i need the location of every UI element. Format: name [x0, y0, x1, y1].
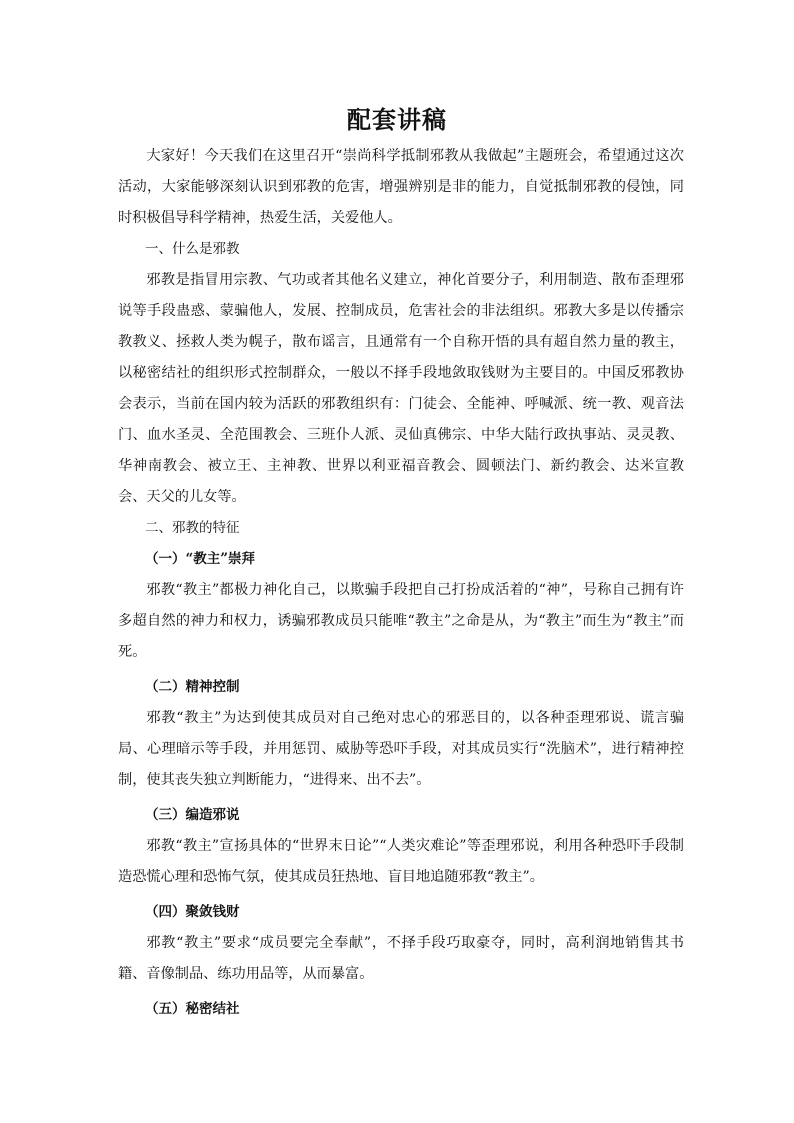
page-title: 配套讲稿 — [347, 105, 447, 134]
subsection-paragraph-1: 邪教“教主”都极力神化自己，以欺骗手段把自己打扮成活着的“神”，号称自己拥有许多超自然的神力和权力，诱骗邪教成员只能唯“教主”之命是从，为“教主”而生为“教主”而死。 — [118, 582, 684, 660]
subsection-heading-4: （四）聚敛钱财 — [145, 904, 240, 920]
definition-paragraph: 邪教是指冒用宗教、气功或者其他名义建立，神化首要分子，利用制造、散布歪理邪说等手段蛊惑、蒙骗他人，发展、控制成员，危害社会的非法组织。邪教大多是以传播宗教教义、拯救人类为幌子，散布谣言，且通常有一个自称开悟的具有超自然力量的教主，以秘密结社的组织形式控制群众，一般以不择手段地敛取钱财为主要目的。中国反邪教协会表示，当前在国内较为活跃的邪教组织有：门徒会、全能神、呼喊派、统一教、观音法门、血水圣灵、全范围教会、三班仆人派、灵仙真佛宗、中华大陆行政执事站、灵灵教、华神南教会、被立王、主神教、世界以利亚福音教会、圆顿法门、新约教会、达米宣教会、天父的儿女等。 — [118, 272, 684, 505]
section-heading-1: 一、什么是邪教 — [145, 241, 240, 257]
subsection-paragraph-3: 邪教“教主”宣扬具体的“世界末日论”“人类灾难论”等歪理邪说，利用各种恐吓手段制造恐慌心理和恐怖气氛，使其成员狂热地、盲目地追随邪教“教主”。 — [118, 838, 684, 885]
document-body — [118, 141, 684, 1025]
subsection-heading-3: （三）编造邪说 — [145, 807, 240, 823]
subsection-heading-5: （五）秘密结社 — [145, 1001, 240, 1017]
subsection-heading-2: （二）精神控制 — [145, 679, 240, 695]
subsection-heading-1: （一）“教主”崇拜 — [145, 551, 256, 567]
intro-paragraph: 大家好！今天我们在这里召开“崇尚科学抵制邪教从我做起”主题班会，希望通过这次活动，大家能够深刻认识到邪教的危害，增强辨别是非的能力，自觉抵制邪教的侵蚀，同时积极倡导科学精神，热爱生活，关爱他人。 — [118, 148, 684, 226]
section-heading-2: 二、邪教的特征 — [145, 520, 240, 536]
subsection-paragraph-4: 邪教“教主”要求“成员要完全奉献”，不择手段巧取豪夺，同时，高利润地销售其书籍、音像制品、练功用品等，从而暴富。 — [118, 935, 684, 982]
subsection-paragraph-2: 邪教“教主”为达到使其成员对自己绝对忠心的邪恶目的，以各种歪理邪说、谎言骗局、心理暗示等手段，并用惩罚、威胁等恐吓手段，对其成员实行“洗脑术”，进行精神控制，使其丧失独立判断能力，“进得来、出不去”。 — [118, 710, 684, 788]
